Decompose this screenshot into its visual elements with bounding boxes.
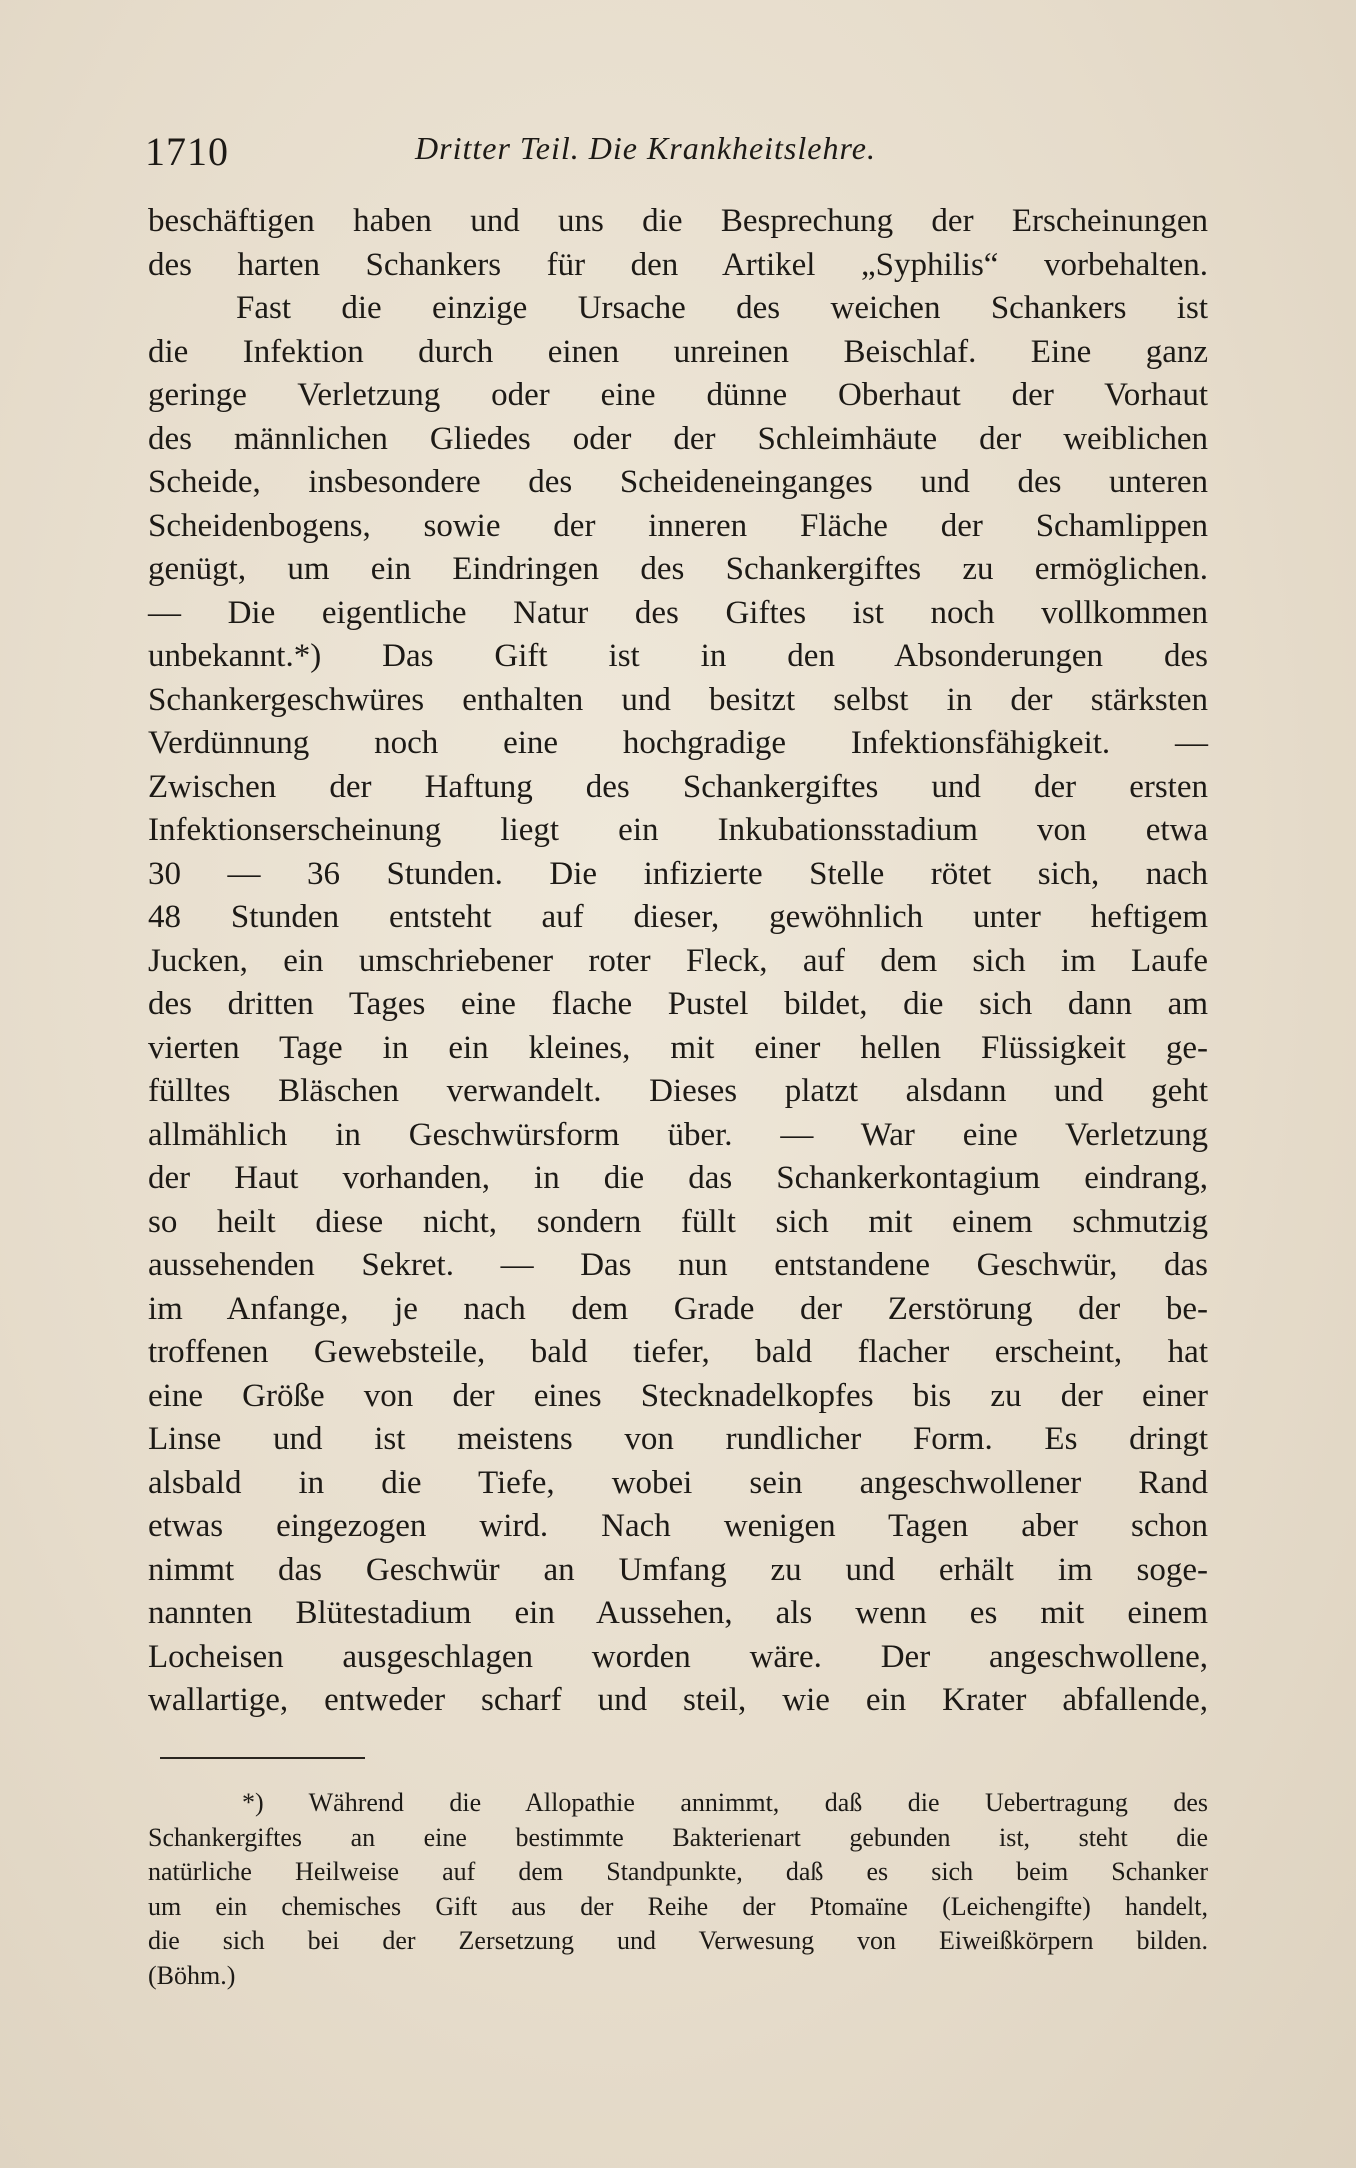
running-title: Dritter Teil. Die Krankheitslehre. (415, 130, 876, 166)
text-line: troffenen Gewebsteile, bald tiefer, bald flacher erscheint, hat (148, 1334, 1208, 1370)
text-line: wallartige, entweder scharf und steil, wie ein Krater abfallende, (148, 1682, 1208, 1718)
text-line: alsbald in die Tiefe, wobei sein angeschwollener Rand (148, 1464, 1208, 1501)
body-text (148, 200, 1208, 1723)
page-number: 1710 (145, 129, 229, 174)
text-line: Schankergeschwüres enthalten und besitzt selbst in der stärksten (148, 681, 1208, 718)
text-line: 30 — 36 Stunden. Die infizierte Stelle rötet sich, nach (148, 855, 1208, 892)
text-line: Fast die einzige Ursache des weichen Schankers ist (236, 290, 1208, 326)
text-line: eine Größe von der eines Stecknadelkopfes bis zu der einer (148, 1377, 1208, 1414)
footnote-line: Schankergiftes an eine bestimmte Bakterienart gebunden ist, steht die (148, 1822, 1208, 1852)
text-line: der Haut vorhanden, in die das Schankerkontagium eindrang, (148, 1160, 1208, 1196)
text-line: Jucken, ein umschriebener roter Fleck, auf dem sich im Laufe (148, 942, 1208, 979)
text-line: so heilt diese nicht, sondern füllt sich mit einem schmutzig (148, 1203, 1208, 1240)
footnote-line: (Böhm.) (148, 1960, 236, 1990)
text-line: Locheisen ausgeschlagen worden wäre. Der angeschwollene, (148, 1638, 1208, 1675)
text-line: 48 Stunden entsteht auf dieser, gewöhnlich unter heftigem (148, 899, 1208, 935)
text-line: Infektionserscheinung liegt ein Inkubationsstadium von etwa (148, 812, 1208, 848)
text-line: des dritten Tages eine flache Pustel bildet, die sich dann am (148, 986, 1208, 1022)
text-line: geringe Verletzung oder eine dünne Oberhaut der Vorhaut (148, 377, 1208, 413)
footnote-line: um ein chemisches Gift aus der Reihe der Ptomaïne (Leichengifte) handelt, (148, 1891, 1208, 1921)
text-line: Zwischen der Haftung des Schankergiftes und der ersten (148, 768, 1208, 805)
text-line: vierten Tage in ein kleines, mit einer hellen Flüssigkeit ge- (148, 1029, 1208, 1066)
text-line: beschäftigen haben und uns die Besprechung der Erscheinungen (148, 203, 1208, 239)
footnote-line: die sich bei der Zersetzung und Verwesung von Eiweißkörpern bilden. (148, 1926, 1208, 1955)
text-line: Scheide, insbesondere des Scheideneinganges und des unteren (148, 464, 1208, 500)
text-line: Linse und ist meistens von rundlicher Form. Es dringt (148, 1421, 1208, 1457)
footnote-line: natürliche Heilweise auf dem Standpunkte, daß es sich beim Schanker (148, 1857, 1208, 1886)
footnote-line: *) Während die Allopathie annimmt, daß die Uebertragung des (242, 1788, 1208, 1817)
text-line: unbekannt.*) Das Gift ist in den Absonderungen des (148, 638, 1208, 674)
text-line: die Infektion durch einen unreinen Beischlaf. Eine ganz (148, 333, 1208, 370)
text-line: Scheidenbogens, sowie der inneren Fläche der Schamlippen (148, 507, 1208, 544)
text-line: etwas eingezogen wird. Nach wenigen Tagen aber schon (148, 1508, 1208, 1544)
text-line: genügt, um ein Eindringen des Schankergiftes zu ermöglichen. (148, 551, 1208, 587)
running-head (145, 120, 1205, 180)
footnote (148, 1786, 1208, 1993)
text-line: nannten Blütestadium ein Aussehen, als wenn es mit einem (148, 1595, 1208, 1631)
footnote-divider (160, 1757, 365, 1759)
text-line: des männlichen Gliedes oder der Schleimhäute der weiblichen (148, 420, 1208, 457)
text-line: fülltes Bläschen verwandelt. Dieses platzt alsdann und geht (148, 1073, 1208, 1109)
text-line: — Die eigentliche Natur des Giftes ist noch vollkommen (148, 594, 1208, 631)
text-line: aussehenden Sekret. — Das nun entstandene Geschwür, das (148, 1247, 1208, 1283)
text-line: Verdünnung noch eine hochgradige Infektionsfähigkeit. — (148, 725, 1208, 761)
text-line: des harten Schankers für den Artikel „Syphilis“ vorbehalten. (148, 246, 1208, 283)
text-line: im Anfange, je nach dem Grade der Zerstörung der be- (148, 1290, 1208, 1327)
text-line: nimmt das Geschwür an Umfang zu und erhält im soge- (148, 1551, 1208, 1588)
text-line: allmählich in Geschwürsform über. — War eine Verletzung (148, 1116, 1208, 1153)
